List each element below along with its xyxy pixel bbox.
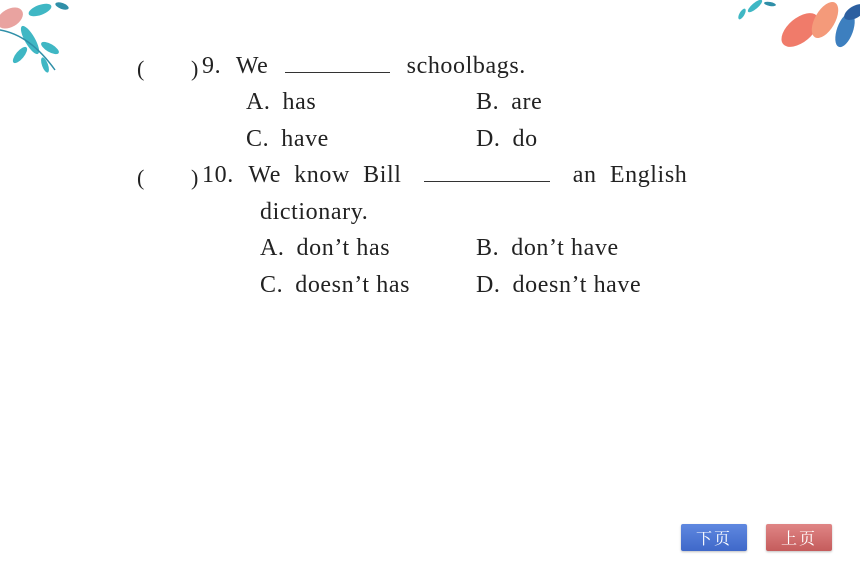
next-page-button[interactable]: 下页 (681, 524, 747, 551)
stem-continuation: dictionary. (260, 199, 369, 225)
option-letter: C. (246, 126, 270, 152)
option-letter: A. (246, 89, 271, 115)
stem-text-after: an English (572, 162, 688, 188)
stem-text-before: We know Bill (248, 162, 402, 188)
option-letter: D. (476, 272, 501, 298)
option-text: doesn’t has (295, 272, 411, 298)
option-c (246, 126, 329, 153)
option-letter: D. (476, 126, 501, 152)
option-b (476, 235, 619, 262)
answer-paren-close: ) (191, 56, 199, 81)
answer-paren-open: ( (137, 165, 145, 190)
option-a (260, 235, 390, 262)
question-number: 9. (202, 53, 222, 79)
option-letter: B. (476, 235, 500, 261)
option-a (246, 89, 316, 116)
option-letter: A. (260, 235, 285, 261)
stem-text-before: We (235, 53, 269, 79)
option-d (476, 272, 641, 299)
option-b (476, 89, 542, 116)
option-c (260, 272, 410, 299)
answer-paren-open: ( (137, 56, 145, 81)
floral-decoration-right (730, 0, 860, 70)
floral-decoration-left (0, 0, 90, 80)
option-text: don’t have (511, 235, 619, 261)
option-text: has (282, 89, 317, 115)
previous-page-button[interactable]: 上页 (766, 524, 832, 551)
option-d (476, 126, 538, 153)
option-text: do (512, 126, 538, 152)
answer-blank (285, 70, 390, 73)
option-letter: C. (260, 272, 284, 298)
stem-text-after: schoolbags. (406, 53, 526, 79)
question-stem (202, 53, 526, 80)
option-text: are (511, 89, 543, 115)
answer-paren-close: ) (191, 165, 199, 190)
option-text: have (281, 126, 329, 152)
option-letter: B. (476, 89, 500, 115)
answer-blank (424, 179, 550, 182)
question-stem (202, 162, 687, 189)
option-text: doesn’t have (512, 272, 642, 298)
option-text: don’t has (296, 235, 391, 261)
question-number: 10. (202, 162, 234, 188)
